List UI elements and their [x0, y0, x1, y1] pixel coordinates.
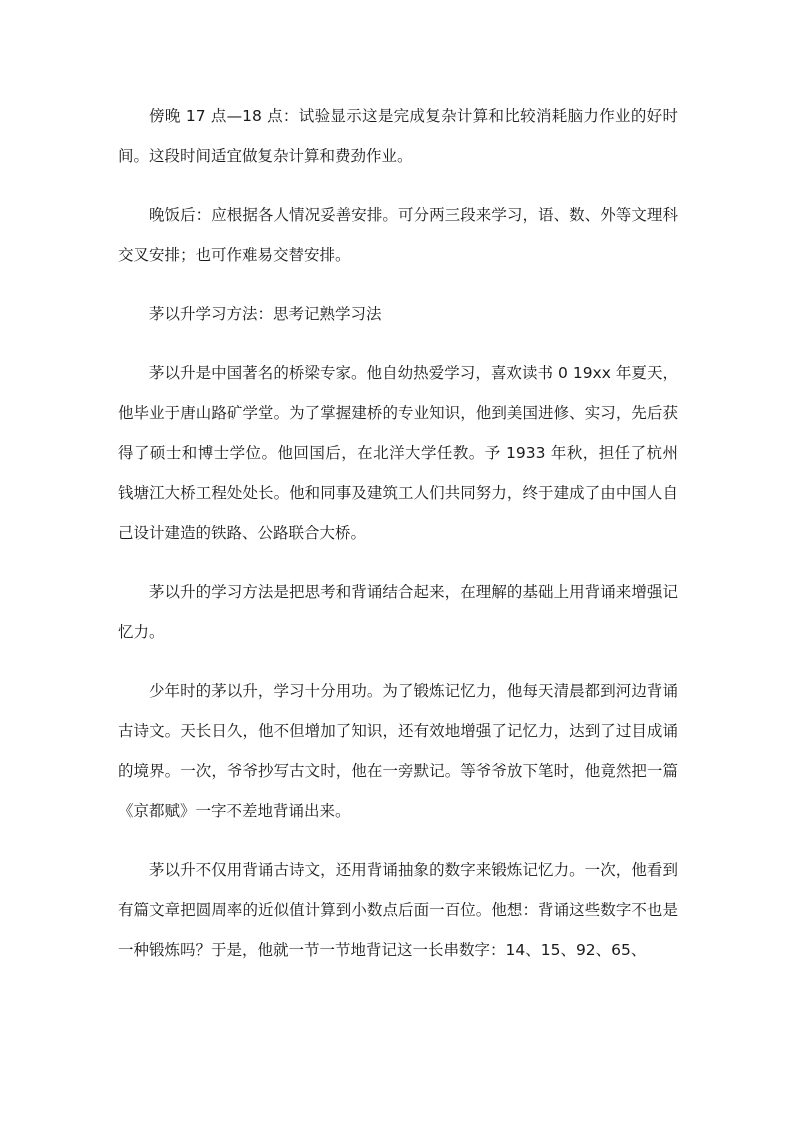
paragraph-youth-recitation: 少年时的茅以升，学习十分用功。为了锻炼记忆力，他每天清晨都到河边背诵古诗文。天长日久，他不但增加了知识，还有效地增强了记忆力，达到了过目成诵的境界。一次，爷爷抄写古文时，他在一旁默记。等爷爷放下笔时，他竟然把一篇《京都赋》一字不差地背诵出来。 — [118, 682, 678, 820]
paragraph-pi-digits: 茅以升不仅用背诵古诗文，还用背诵抽象的数字来锻炼记忆力。一次，他看到有篇文章把圆周率的近似值计算到小数点后面一百位。他想：背诵这些数字不也是一种锻炼吗？于是，他就一节一节地背记这一长串数字：14、15、92、65、 — [118, 861, 678, 959]
paragraph-method-summary: 茅以升的学习方法是把思考和背诵结合起来，在理解的基础上用背诵来增强记忆力。 — [118, 583, 678, 641]
paragraph-after-dinner: 晚饭后：应根据各人情况妥善安排。可分两三段来学习，语、数、外等文理科交叉安排；也可作难易交替安排。 — [118, 206, 678, 264]
section-heading-mao-yisheng-method: 茅以升学习方法：思考记熟学习法 — [149, 305, 382, 323]
paragraph-evening-study: 傍晚 17 点—18 点：试验显示这是完成复杂计算和比较消耗脑力作业的好时间。这段时间适宜做复杂计算和费劲作业。 — [118, 107, 678, 165]
paragraph-mao-yisheng-bio: 茅以升是中国著名的桥梁专家。他自幼热爱学习，喜欢读书 0 19xx 年夏天，他毕业于唐山路矿学堂。为了掌握建桥的专业知识，他到美国进修、实习，先后获得了硕士和博士学位。他回国后，在北洋大学任教。予 1933 年秋，担任了杭州钱塘江大桥工程处处长。他和同事及建筑工人们共同努力，终于建成了由中国人自己设计建造的铁路、公路联合大桥。 — [118, 364, 678, 542]
document-page — [118, 96, 678, 989]
